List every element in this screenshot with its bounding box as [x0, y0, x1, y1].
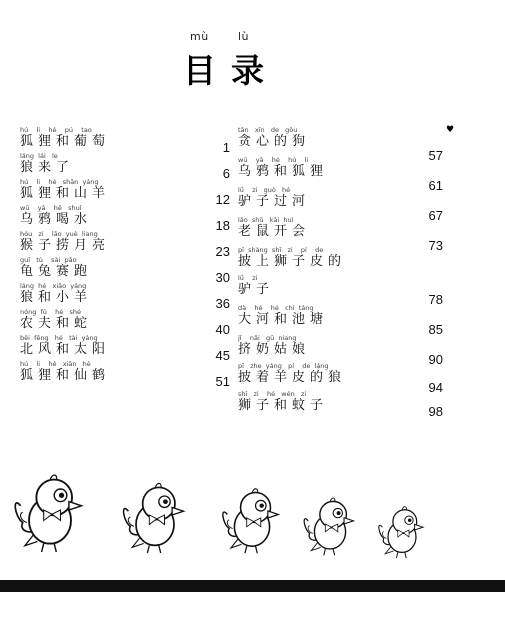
entry-title: 狼来了: [20, 160, 75, 175]
entry-page: 30: [215, 270, 230, 285]
entry-page: 6: [222, 166, 230, 181]
toc-entry[interactable]: [20, 178, 230, 207]
entry-title: 乌鸦和狐狸: [238, 164, 329, 179]
toc-right-column: [238, 126, 443, 419]
entry-title: 狐狸和山羊: [20, 186, 111, 201]
bird-2: [124, 483, 184, 553]
entry-pinyin: běi fēng hé tài yáng: [20, 334, 98, 342]
bird-5: [379, 507, 423, 558]
bird-1: [15, 475, 81, 552]
title-pinyin-1: mù: [190, 30, 209, 43]
toc-entry[interactable]: [20, 360, 230, 389]
entry-title: 挤奶姑娘: [238, 342, 311, 357]
entry-page: 23: [215, 244, 230, 259]
entry-page: 36: [215, 296, 230, 311]
title-char-2: 录: [231, 51, 264, 90]
entry-title: 老鼠开会: [238, 224, 311, 239]
title-pinyin-2: lù: [238, 30, 250, 43]
entry-page: 12: [215, 192, 230, 207]
entry-page: 78: [428, 292, 443, 307]
entry-pinyin: hú li hé pú tao: [20, 126, 92, 134]
entry-page: 51: [215, 374, 230, 389]
entry-pinyin: wū yā hē shuǐ: [20, 204, 82, 212]
entry-title: 披上狮子皮的: [238, 254, 347, 269]
heart-mark-icon: ♥: [446, 125, 455, 135]
entry-page: 57: [428, 148, 443, 163]
entry-page: 85: [428, 322, 443, 337]
toc-entry[interactable]: [20, 308, 230, 337]
entry-title: 乌鸦喝水: [20, 212, 93, 227]
entry-page: 98: [428, 404, 443, 419]
entry-pinyin: pī shàng shī zi pí de: [238, 246, 324, 254]
entry-pinyin: shī zi hé wén zi: [238, 390, 307, 398]
entry-page: 1: [222, 140, 230, 155]
entry-page: 45: [215, 348, 230, 363]
toc-entry[interactable]: [20, 230, 230, 259]
bird-3: [223, 489, 279, 553]
entry-page: 18: [215, 218, 230, 233]
entry-title: 大河和池塘: [238, 312, 329, 327]
toc-left-column: [20, 126, 230, 389]
toc-entry[interactable]: [238, 246, 438, 274]
entry-pinyin: nóng fū hé shé: [20, 308, 81, 316]
entry-pinyin: láng hé xiǎo yáng: [20, 282, 87, 290]
entry-pinyin: jǐ nǎi gū niang: [238, 334, 297, 342]
entry-title: 龟兔赛跑: [20, 264, 93, 279]
entry-page: 73: [428, 238, 443, 253]
entry-title: 驴子: [238, 282, 275, 297]
entry-page: 94: [428, 380, 443, 395]
bottom-edge-bar: [0, 580, 505, 592]
toc-entry[interactable]: [20, 256, 230, 285]
entry-pinyin: wū yā hé hú li: [238, 156, 309, 164]
entry-title: 猴子捞月亮: [20, 238, 111, 253]
entry-title: 贪心的狗: [238, 134, 311, 149]
entry-pinyin: láng lái le: [20, 152, 58, 160]
entry-pinyin: hú li hé xiān hè: [20, 360, 91, 368]
bird-4: [304, 498, 353, 555]
entry-pinyin: hú li hé shān yáng: [20, 178, 99, 186]
entry-title: 农夫和蛇: [20, 316, 93, 331]
entry-title: 狐狸和葡萄: [20, 134, 111, 149]
entry-pinyin: lǘ zi guò hé: [238, 186, 291, 194]
entry-pinyin: tān xīn de gǒu: [238, 126, 298, 134]
entry-pinyin: hóu zi lāo yuè liang: [20, 230, 98, 238]
entry-title: 狮子和蚊子: [238, 398, 329, 413]
toc-entry[interactable]: [20, 204, 230, 233]
toc-entry[interactable]: [20, 334, 230, 363]
entry-page: 40: [215, 322, 230, 337]
entry-page: 67: [428, 208, 443, 223]
entry-pinyin: lǘ zi: [238, 274, 258, 282]
entry-pinyin: dà hé hé chí táng: [238, 304, 314, 312]
entry-page: 61: [428, 178, 443, 193]
title-char-1: 目: [183, 51, 216, 90]
entry-pinyin: pī zhe yáng pí de láng: [238, 362, 329, 370]
entry-title: 狼和小羊: [20, 290, 93, 305]
entry-title: 狐狸和仙鹤: [20, 368, 111, 383]
toc-entry[interactable]: [20, 126, 230, 155]
toc-entry[interactable]: [20, 282, 230, 311]
birds-illustration: [0, 470, 505, 560]
toc-entry[interactable]: [238, 390, 443, 419]
toc-entry[interactable]: [238, 274, 443, 307]
entry-title: 驴子过河: [238, 194, 311, 209]
entry-page: 90: [428, 352, 443, 367]
entry-pinyin: guī tù sài pǎo: [20, 256, 77, 264]
entry-title: 北风和太阳: [20, 342, 111, 357]
entry-title: 披着羊皮的狼: [238, 370, 347, 385]
entry-pinyin: lǎo shǔ kāi huì: [238, 216, 294, 224]
toc-entry[interactable]: [238, 304, 443, 337]
toc-entry[interactable]: [20, 152, 230, 181]
